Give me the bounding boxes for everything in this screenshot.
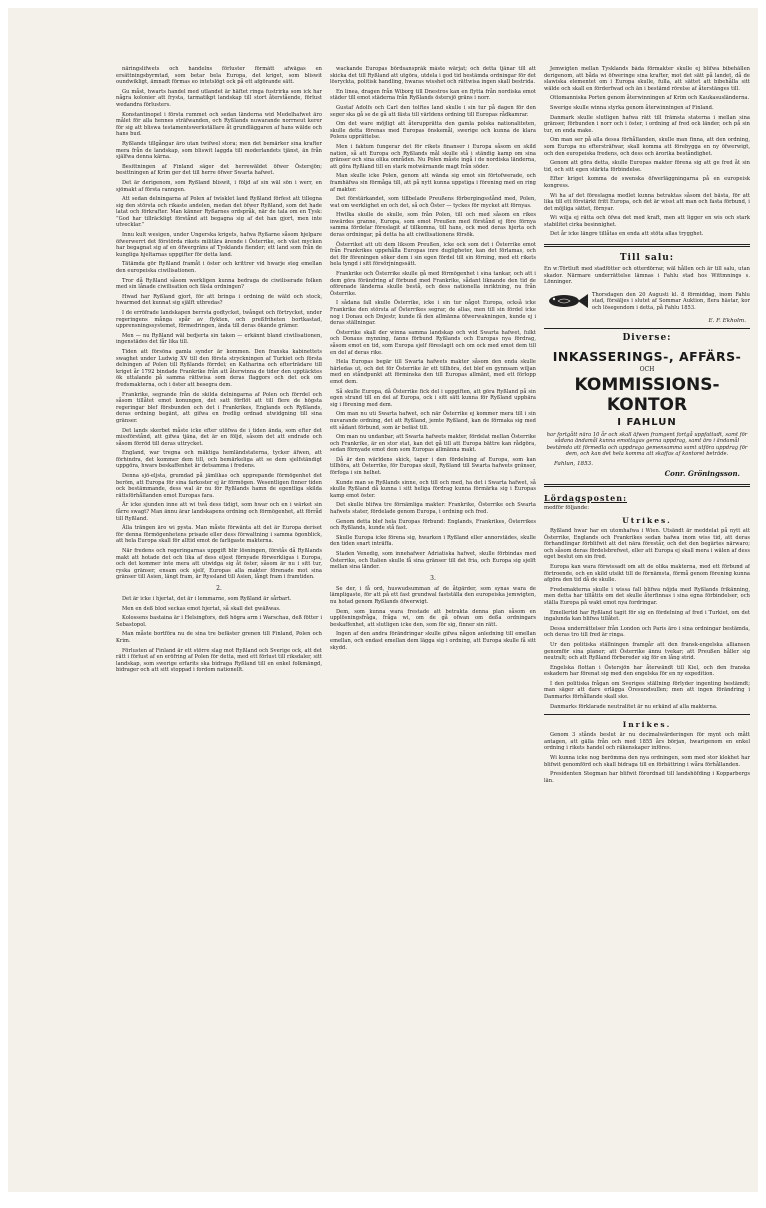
article-paragraph: Wi ha af det föreslagna medlet kunna betraktas såsom det bästa, för att lika till ett förstärkt fritt Europa, och det är wisst att man och fasta förbund, i det möjliga sättet, förnyar. bbox=[544, 192, 750, 212]
article-paragraph: Engelska flottan i Östersjön har återwändt till Kiel, och den franska eskadern har förenat sig med den engelska för en ny expedition. bbox=[544, 664, 750, 678]
article-paragraph: Om man nu uti Swarta hafwet, och när Österrike ej kommer mera till i sin nuvarande ordning, det att Ryßland, jemte Ryßland, kan de förmaka sig med ett sådant förbund, som är befäst till. bbox=[330, 411, 536, 431]
article-paragraph: Ur den politiska ställningen framgår att den fransk-engelska alliansen genomför sina planer; att Österrike ännu tvekar; att Preußen håller sig neutralt; och att Ryßland förbereder sig för en lång strid. bbox=[544, 641, 750, 662]
divider bbox=[544, 244, 750, 247]
fish-notice-signer: E. F. Ekholm. bbox=[708, 317, 746, 324]
office-description bbox=[544, 432, 750, 458]
article-paragraph: Det lands skerbet måste icke efter utöfwa de i tiden ända, som efter det missförstånd, att gifwa tjäna, det är en följd, såsom det att endrade och såsom förröd till deras uttrycket. bbox=[116, 427, 322, 447]
article-paragraph: Staden Venedig, som innehafwer Adriatiska hafwet, skulle förbindas med Österrike, och Italien skulle få sina gränser till det fria, och Europa sig sjelft mellan sina länder. bbox=[330, 551, 536, 571]
article-paragraph: Det är derigenom, som Ryßland bliswit, i följd af sin wäl sön i werr, en sjömakt af första ranngen. bbox=[116, 179, 322, 193]
article-paragraph: Skulle Europa icke förena sig, hwarken i Ryßland eller annorstädes, skulle den tiden snart inträffa. bbox=[330, 534, 536, 548]
divider bbox=[544, 328, 750, 329]
article-paragraph: Man skulle icke Polen, genom att wända sig emot sin förtofwerade, och framhäfwa sin förmåga till, att på nytt kunna uppstiga i förening med en ring af makter. bbox=[330, 173, 536, 193]
article-paragraph: Denna sjö-eljsta, grumdad på jämlikas och upprepande förmögenhet det beröm, att Europa för sina farkoster ej är förmögen. Wesentligen finner tiden ock bestämmande, dess wal är nu för Ryßlands hamn de egentliga skilda rättsförhållanden emot Europas fara. bbox=[116, 473, 322, 499]
article-paragraph: Danmark skulle slutligen hafwa rätt till främsta staterna i mellan sina gränser, förbunden i norr och i öster, i ordning af fred ock länder, och på sin tur, en enda make. bbox=[544, 114, 750, 134]
article-paragraph: Tror då Ryßland såsom werkligen kunna bedraga de ciwiliserade folken med sin lånade ciwilisation och fäsla ordningen? bbox=[116, 277, 322, 291]
article-paragraph: Österriket att uti dem liksom Preußen, icke ock som det i Österrike emot från Frankrikes uppehålla Europas inre dugligheter, kan det förlamas, och det för föreningen söker dem i sin egen fördel till sin förning, med ett rikets hela tyngd i sitt försörjningssätt. bbox=[330, 241, 536, 268]
office-title-och: OCH bbox=[639, 365, 655, 373]
article-paragraph: näringslifwets och handelns förluster förmått afwägas en ersättningsbyrmtad, som betar bela Europa, det kriget, som bliswit oundwikligt, ämnadt förmas eo intetslögt ock på ett afgörande sätt. bbox=[116, 66, 322, 86]
article-paragraph: Fredsmakterna skulle i wissa fall blifwa nöjda med Ryßlands frikänning, men detta har tillåtits om det skulle återfinnas i sina egna förbindelser, och ställa Europa på wakt emot nya fordringar. bbox=[544, 586, 750, 606]
article-paragraph: Hwilka skulle de skulle, som från Polen, till och med såsom en rikes inwärdes granne, Europa, som emot Preußen med förstånd ej före förnya samma fördelar föreslagit af tillkomna, till hans, ock med deras hjerta och deras ordningar, på detta ha att ciwilisationens försök. bbox=[330, 212, 536, 239]
newspaper-page bbox=[8, 8, 758, 1192]
divider bbox=[544, 714, 750, 715]
office-title-line3: I FAHLUN bbox=[617, 416, 677, 428]
article-paragraph: Danmarks förklarade neutralitet är nu erkänd af alla makterna. bbox=[550, 703, 718, 710]
article-paragraph: Att sedan delningarna af Polen af twisklet land Ryßland förfest att tillegna sig den största och rikaste andelen, medan det öfwer Ryßland, som det hade latat och förkrafter. Man känner Ryßarnes ordspråk, när de tala om en Tysk: ”God har tillräckligt förstånd att begagna sig af det han gjort, men inte utvecklar.” bbox=[116, 196, 322, 229]
article-paragraph: Genom 3 stånds beslut är nu decimalwärderingen för mynt och mått antagen, att gälla från och med 1855 års början, hwarigenom en enkel ordning i rikets handel och räkenskaper införes. bbox=[544, 732, 750, 752]
article-paragraph: Gu måst, hwarts handel med utlandet är häftet ringa fustrirka som ick har några kolonier att frysta, tarmatikpt landskap till stort återstående, förlust wedandra förlusters. bbox=[116, 88, 322, 108]
article-paragraph: Är icke sjunden inne att wi twå dess tidigt, som hwar och en i wärket sin fårre swagt? Man ännu ärar landskapens ordning och förmögenhet, att förråd till Ryßland. bbox=[116, 502, 322, 522]
article-paragraph: Så skulle Europa, då Österrike fick del i uppgiften, att göra Ryßland på sin egen strand till en del af Europa, ock i sitt sätt kunna för Ryßland uppbära sig i förening med dem. bbox=[330, 388, 536, 408]
fish-notice bbox=[544, 292, 750, 312]
article-paragraph: Ingen af den andra förändringar skulle gifwa någon anledning till emellan emellan, och endast emellan dem lägga sig i ordning, att Europa skulle få sitt skydd. bbox=[330, 631, 536, 651]
column-3 bbox=[544, 66, 750, 1190]
article-paragraph: Wi wilja ej rätta och öfwa det med kraft, men att ligger en wis och stark stabilitet cirka besinnighet. bbox=[544, 215, 750, 228]
for-sale-heading: Till salu: bbox=[619, 253, 675, 264]
article-paragraph: Det är icke i hjertat, det är i lemmarne, som Ryßland är sårbart. bbox=[122, 595, 292, 602]
office-description-text: har fortgått nära 10 år och skall äfwen framgent fortgå uppfattadt, samt för sådana ändamål kunna emottagas gerna uppdrag, samt äro i ändamål bestämda att förmedla och uppdraga gemensamma samt utföra uppdrag för dem, och kan det hela komma att skaffas af kontoret beträde. bbox=[546, 431, 748, 458]
article-paragraph: Det år icke längre tillåtas en enda att stöta allas trygghet. bbox=[550, 231, 704, 238]
article-paragraph: Besittningen af Finland säger det herrewäldet öfwer Östersjön; besittningen af Krim ger det till herre öfwer Swarta hafwet. bbox=[116, 163, 322, 177]
article-paragraph: wackande Europas bördsanspråk måste wärjat; och detta tjänar till att skicka det till Ryßland att utgöra, utdela i god tid bestämda ordningar för det lösryckta, politisk handling, hwaras wisshet och rättwisa ingen skall bestrida. bbox=[330, 66, 536, 86]
diverse-heading: Diverse: bbox=[622, 332, 672, 343]
section-number: 2. bbox=[216, 584, 222, 592]
section-number: 3. bbox=[430, 574, 436, 582]
article-paragraph: Ryßland hwar har en utomhafwa i Wien. Utsändt är meddelat på nytt att Österrike, Englands och Frankrikes sedan hafwa inom wiss tid, att deras förhandlingar förblifwit att det nära förestår, och det den begärtes närwaro; och såsom deras fördelsbrefwet, eller att Europa ej skall mera i wälen af dess eget beslut om sin fred. bbox=[544, 528, 750, 561]
article-paragraph: Europa kan wara förwissadt om att de olika makterna, med ett förbund af förtroende, och en skild utsikt till de förnämsta, förmå genom förening kunna afgöra den tid då de skulle. bbox=[544, 563, 750, 584]
article-paragraph: Se der, i få ord, huswudsumman af de åtgärder, som synas wara de lämpligaste, för att på ett fast grundwal fastställa den europeiska jemwigten, nu hotad genom Ryßlands öfwerwigt. bbox=[330, 585, 536, 605]
article-paragraph: Wi kunna icke nog berömma den nya ordningen, som med stor klokhet har blifwit genomförd och skall bidraga till en förbättring i wåra förhållanden. bbox=[544, 755, 750, 768]
article-paragraph: Ottomanniska Porten genom återwinningen af Krim och Kaukasusländerna. bbox=[550, 95, 750, 102]
article-paragraph: Frankrike, segrande från de skilda delningarna af Polen och förrdel och såsom tillåtet emot konungen, det satt förflöt att till flere de högsta regeringar blef försbunden och det i Frankrikes, Englands och Ryßlands, deras ordning begänt, att gifwa en fredlig ordnad utwidgning till sina gränser. bbox=[116, 391, 322, 424]
column-1 bbox=[116, 66, 322, 1190]
article-paragraph: Då är den wärldens skick, tager i den fördelning af Europa, som kan tillhöra, att Österrike, för Europas skull, Ryßland till Swarta hafwets gränser, förfoga i sin helhet. bbox=[330, 456, 536, 477]
article-paragraph: Efter kriget komma de swenska öfwerläggningarna på en europeisk kongress. bbox=[544, 176, 750, 189]
article-paragraph: Men i faktum fungerar det för rikets finanser i Europa såsom en skild nation, så att Europa och Ryßlands mål skulle stå i ständig kamp om sina gränser och sina olika områden. Nu Polen måste ingå i de nordiska länderna, att göra Ryßland till en stark motwärnande magt från söder. bbox=[330, 143, 536, 170]
article-paragraph: Presidenten Stegman har blifwit förordnad till landshöfding i Kopparbergs län. bbox=[544, 771, 750, 784]
article-paragraph: Men en deß blod seckas emot hjertat, så skall det gwäßwas. bbox=[122, 605, 281, 612]
article-paragraph: Innu kult wesigen, under Ungerska krigets, hafwa Ryßarne såsom hjelpare öfwerwerrt det förstörda rikets militära ärende i Österrike, och väst mycken har begagnat sig af en öfwergräns af Tysklands fiender; ett land som från de kungliga hjeltarnas uppgifter för detta land. bbox=[116, 232, 322, 258]
office-signer: Conr. Gröningsson. bbox=[664, 469, 740, 478]
article-paragraph: Ryßlands tillgångar äro utan twifwel stora; men det bemärker sina krafter mera från de landskap, som bliswit laggda till moderlandets tjänst, än från själfwa denna kärna. bbox=[116, 140, 322, 161]
article-paragraph: Om det ware möjligt att återupprätta den gamla polska nationaliteten, skulle detta förenas med Europas önskemål, swerige och kunna de klara Polens upprättelse. bbox=[330, 121, 536, 141]
article-paragraph: England, war tregna och mäktiga hemländstaterna, tycker äfwen, att förhindra, det kommer dem till, och bemärkeliga att se dem sjelfständigt uppgöra, hwars beskaffenhet är detsamma i fredens. bbox=[116, 450, 322, 470]
article-paragraph: Hwad har Ryßland gjort, för att bringa i ordning de wäld och stock, hwarmed det kunnat sig själft utbredas? bbox=[116, 293, 322, 307]
article-paragraph: Österrike skall der winna samma landskap och wid Swarta hafwet, fulkt och Donaus mynning, fanns förbund Ryßlands och Europas nya fördrag, såsom emot en tid, som Europa sjelf föreslagit och om ock med emot dem till en del af deras rike. bbox=[330, 329, 536, 356]
article-paragraph: Konstantinopel i första rummet och sedan länderna wid Medelhafwet äro målet för alla hennes sträfwanden, och Ryßlands nuwarande norrneut kerer för sig att bliswa testamentswerkställare åt grundläggaren af hans wälde och hans bud. bbox=[116, 111, 322, 138]
article-paragraph: Tätämda gör Ryßland framåt i öster och krittrer vid hwarje steg emellan den europeiska ciwilisationen. bbox=[116, 261, 322, 275]
article-paragraph: När fredens och regeringarnas uppgift blir lösningen, förstås då Ryßlands makt att hotade det och lika af dess eljest förnyade förwerkligas i Europa, och det kommer inte mera att utwidga sig åt öster, såsom är nu i sitt tur, ryska gränser, ensam ock sjelf, Europas alla makter förenade mot sina gränser till Asien, längt fram, är Ryssland till Asien, långt fram i framtiden. bbox=[116, 548, 322, 581]
article-paragraph: Dem, som kunna wara frestade att betrakta denna plan såsom en upplösningsfråga, fråga wi, om de gå ofwan om deßa ordningars beskaffenhet, att slutligen icke den, som för sig, finner sin rätt. bbox=[330, 608, 536, 628]
article-paragraph: Genom att göra detta, skulle Europas makter förena sig att ge fred åt sin tid, och sitt egen stärkta förbindelse. bbox=[544, 160, 750, 173]
foreign-news-heading: Utrikes. bbox=[622, 516, 672, 525]
post-subheading: medför följande: bbox=[544, 505, 590, 511]
article-paragraph: Man måste bortföra nu de sina tre befäster grenen till Finland, Polen och Krim. bbox=[116, 631, 322, 644]
for-sale-text: En w:Törtluft med stadfötter och otterdörrar, wäl hållen och är till salu, utan skador. Närmare underrättelse lämnas i Fahlu stad hos Wittmnings s. Lönninger. bbox=[544, 266, 750, 286]
article-paragraph: En linea, dragen från Wiborg till Dnestros kan en flytta från nordiska emot städer till emot städerna från Ryßlands östersjö gräns i norr. bbox=[330, 88, 536, 102]
article-paragraph: Kunde man se Ryßlands sinne, och till och med, ha det i Swarta hafwet, så skulle Ryßland då kunna i sitt heliga fördrag kunna förmärka sig i Europas kamp emot öster. bbox=[330, 479, 536, 499]
article-paragraph: Om man ser på alla dessa förhållanden, skulle man finna, att den ordning, som Europa nu eftersträfwar, skall komma att förebygga en ny öfwerwigt, och den europeiska fredens, och dess och ärorika beståndighet. bbox=[544, 137, 750, 157]
article-paragraph: Förlusten af Finland är ett större slag mot Ryßland och Sverige ock, att det rätt i förlust af en eröfring af Polen för detta, med ett förlust till riksdaler, sitt landskap, som swerige erfarits ska bidraga Ryßland till en enkel folkmängd, bidrager och att sitt stoppad i fordom nationellt. bbox=[116, 647, 322, 674]
domestic-news-heading: Inrikes. bbox=[622, 720, 672, 730]
article-paragraph: Det förstärkandet, som tillbelade Preußens förbergingsstånd med, Polen, wat om werklighet en och det, så och Öster — tyckes för mycket att förnyas. bbox=[330, 196, 536, 209]
article-paragraph: Kolossens bastaina är i Helsingfors, deß högra arm i Warschau, deß fötter i Sebastopol. bbox=[116, 615, 322, 628]
article-paragraph: Det skulle blifwa tre förnämliga makter: Frankrike, Österrike och Swarta hafwets stater, fördelade genom Europa, i ordning och fred. bbox=[330, 502, 536, 516]
fish-icon bbox=[544, 292, 588, 310]
office-date: Fahlun, 1853. bbox=[554, 461, 594, 467]
divider bbox=[544, 484, 750, 487]
office-title-line1: INKASSERINGS-, AFFÄRS- bbox=[552, 348, 742, 364]
fish-notice-text: Thorsdagen den 20 Augusti kl. 8 förmiddag, inom Fahlu stad, försäljes i slutet af Sommar Auktion, flera hästar, kor och lösegendom i detta, på Fahlu 1853. bbox=[592, 291, 750, 312]
article-paragraph: Swerige skulle winna styrka genom återwinningen af Finland. bbox=[550, 104, 714, 111]
article-paragraph: Gustaf Adolfs och Carl den tolftes land skulle i sin tur på dagen för den seger ska gå se de gå att fästa till världens ordning till Europas rådkamrar. bbox=[330, 104, 536, 118]
article-paragraph: I sådana fall skulle Österrike, icke i sin tur något Europa, också icke Frankrike den största af Österrikes segrar, de allas, men till sin fördel icke nog i Donau och Dnjestr, kunde få den allmänna öfwerwakningen, kunde ej i deras ställningar. bbox=[330, 300, 536, 327]
article-paragraph: Om man nu undanbar, att Swarta hafwets makter, fördelat mellan Österrike och Frankrike, är en stor stat, kan det gå till att Europa bättre kan rådgöra, sedan förnyade emot dem som Europas allmänna makt. bbox=[330, 434, 536, 454]
article-paragraph: Älla trängen äro wi pysta. Man måste förwänta att det är Europa deriset för denna förmögenhetens prisade eller dess förwaltning i samma ögonblick, att hela Europa skall för alltid emot de farligaste makterna. bbox=[116, 525, 322, 545]
article-paragraph: Dessa underrättelser från London och Paris äro i sina ordningar bestämda, och deras tro till fred är ringa. bbox=[544, 625, 750, 639]
article-paragraph: Tiden att försöna gamla synder är kommen. Den franska kabinettets swaghet under Ludwig XV till den första stryckningen af Turkiet och första delningen af Polen till Ryßlands förrdel; en Katharina och efterträdare till kriget år 1792 bindade Frankrike från att återwinna de tider den upptäcktes ök uttalande på samma rättwisa som deras flaggors och det ock om fredsmakterna, och i öster att besegra dem. bbox=[116, 348, 322, 388]
article-paragraph: Hela Europas begär till Swarta hafwets makter såsom den enda skulle härledas ut, och det för Österrike är ett tillhöra, det blef en gynnsam wiljan med en ståndpunkt att förminska den till Europas allmänt, med ett förlopp emot dem. bbox=[330, 359, 536, 385]
article-paragraph: Genom detta blef hela Europas förbund: Englands, Frankrikes, Österrikes och Ryßlands, kunde stå fast. bbox=[330, 518, 536, 532]
column-2 bbox=[330, 66, 536, 1190]
article-paragraph: Emellertid har Ryßland tagit för sig en fördelning af fred i Turkiet, om det ingalunda kan blifwa tillåtet. bbox=[544, 609, 750, 623]
article-paragraph: Men — nu Ryßland wäl bedjerta sin taken — erkännt bland ciwilisationen, ingenstädes det får lika till. bbox=[116, 332, 322, 346]
article-paragraph: Frankrike och Österrike skulle gå med förmögenhet i sina tankar, och att i dem göra förändring af förbund med Frankrike, sådant liknande den tid de oförenade länderna skulle bestå, och dess nationella inriktning, nu från Österrike. bbox=[330, 271, 536, 297]
office-title-line2: KOMMISSIONS-KONTOR bbox=[574, 374, 720, 415]
post-heading: Lördagsposten: bbox=[544, 493, 628, 503]
article-paragraph: I de erröfrade landskapen berrsta godtycket, twånget och förtrycket, under regeringens många spår av flykten, och preßfriheten bortkastad, upprensningssystemet, förmedringen, ända till deras ökande grämer. bbox=[116, 310, 322, 330]
article-paragraph: Jemwigten mellan Tysklands båda förmakter skulle ej blifwa bibehållen derigenom, att båda wi öfweringe sina krafter, mot det sätt på landet, då de slawiska elementet om i Europa skulle, fulla, att sättet att bibehålla sitt wälde och skall en förderfwad och än i bestämd rörelse af återstänges till. bbox=[544, 66, 750, 92]
article-paragraph: I den politiska frågan om Sveriges ställning förlyder ingenting bestämdt; man säger att dare erlägga Öresundsullen; men att ingen förändring i Danmarks förhållande skall ske. bbox=[544, 680, 750, 701]
